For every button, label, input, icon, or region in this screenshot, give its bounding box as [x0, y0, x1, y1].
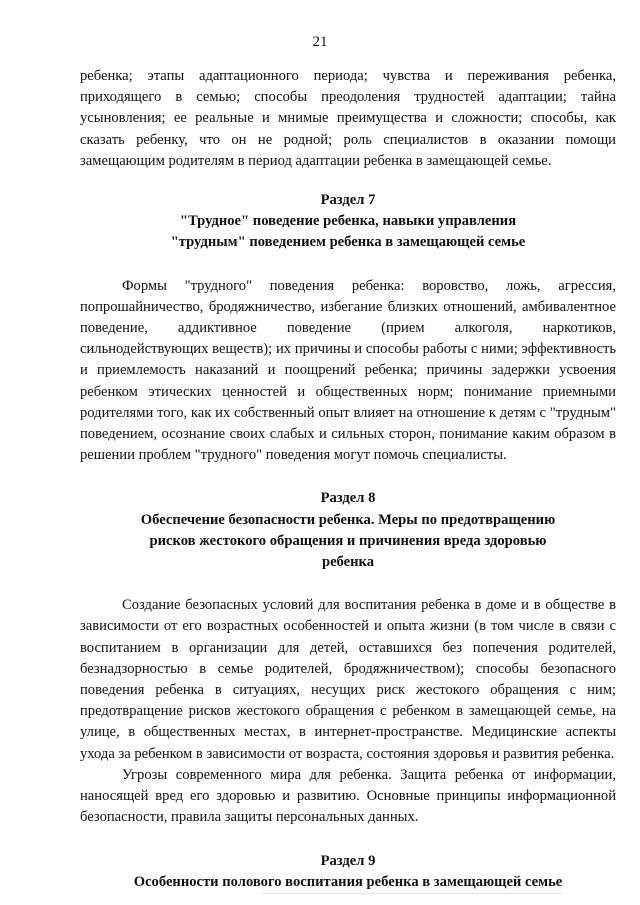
section-8-heading: [80, 488, 616, 573]
section-8-title-line-1: Обеспечение безопасности ребенка. Меры по предотвращению: [140, 511, 556, 528]
section-9-heading: [80, 851, 616, 893]
section-7-title-line-2: "трудным" поведением ребенка в замещающей семье: [170, 234, 526, 251]
section-9-title-line-1: Особенности полового воспитания ребенка в замещающей семье: [133, 873, 563, 890]
section-8-label: Раздел 8: [320, 490, 376, 507]
section-7-label: Раздел 7: [320, 192, 376, 209]
section-7-title-line-1: "Трудное" поведение ребенка, навыки управления: [179, 213, 517, 230]
section-8-paragraph-2: Угрозы современного мира для ребенка. Защита ребенка от информации, наносящей вред его здоровью и развитию. Основные принципы информационной безопасности, правила защиты персональных данных.: [80, 766, 616, 826]
document-body: [80, 66, 616, 893]
scan-edge-line: [262, 893, 562, 894]
section-9-label: Раздел 9: [320, 852, 376, 869]
section-7-heading: [80, 190, 616, 254]
section-8-paragraph-1: Создание безопасных условий для воспитания ребенка в доме и в обществе в зависимости от его возрастных особенностей и опыта жизни (в том числе в связи с воспитанием в организации для детей, оставшихся без попечения родителей, безнадзорностью в семье родителей, бродяжничеством); способы безопасного поведения ребенка в ситуациях, несущих риск жестокого обращения с ним; предотвращение рисков жестокого обращения с ребенком в замещающей семье, на улице, в общественных местах, в интернет-пространстве. Медицинские аспекты ухода за ребенком в зависимости от возраста, состояния здоровья и развития ребенка.: [80, 597, 616, 762]
intro-paragraph: ребенка; этапы адаптационного периода; чувства и переживания ребенка, приходящего в семью; способы преодоления трудностей адаптации; тайна усыновления; ее реальные и мнимые преимущества и сложности; способы, как сказать ребенку, что он не родной; роль специалистов в оказании помощи замещающим родителям в период адаптации ребенка в замещающей семье.: [80, 68, 616, 169]
section-8-title-line-2: рисков жестокого обращения и причинения вреда здоровью: [149, 532, 547, 549]
section-7-paragraph: Формы "трудного" поведения ребенка: воровство, ложь, агрессия, попрошайничество, бродяжничество, избегание близких отношений, амбивалентное поведение, аддиктивное поведение (прием алкоголя, наркотиков, сильнодействующих веществ); их причины и способы работы с ними; эффективность и приемлемость наказаний и поощрений ребенка; причины задержки усвоения ребенком этических ценностей и общественных норм; понимание приемными родителями того, как их собственный опыт влияет на отношение к детям с "трудным" поведением, осознание своих слабых и сильных сторон, понимание каким образом в решении проблем "трудного" поведения могут помочь специалисты.: [80, 277, 616, 464]
section-8-title-line-3: ребенка: [321, 554, 375, 571]
page-number: 21: [312, 34, 328, 50]
